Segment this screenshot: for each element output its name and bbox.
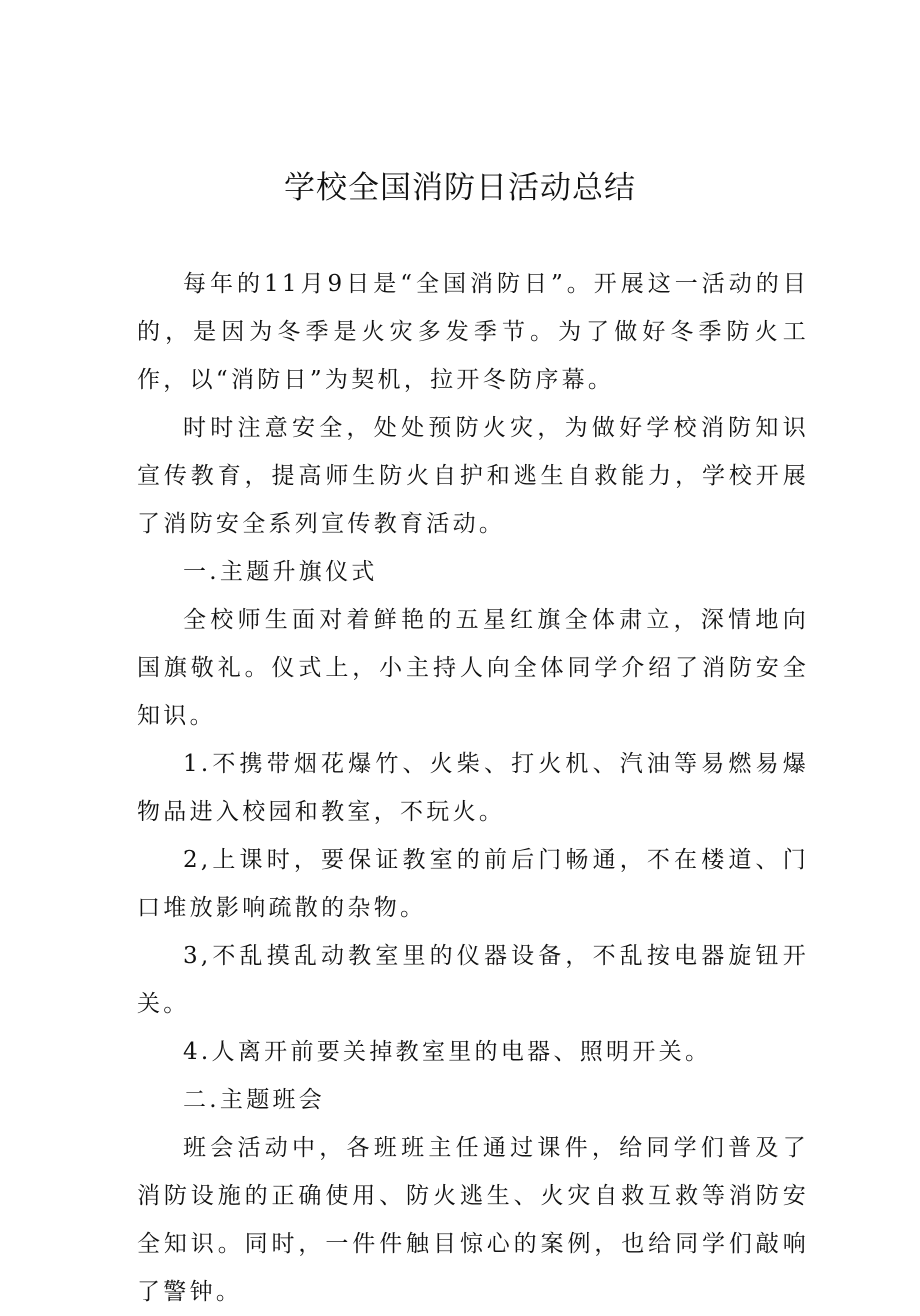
rule-item-2: 2,上课时，要保证教室的前后门畅通，不在楼道、门口堆放影响疏散的杂物。 — [137, 847, 809, 921]
class-meeting-paragraph: 班会活动中，各班班主任通过课件，给同学们普及了消防设施的正确使用、防火逃生、火灾自救互救等消防安全知识。同时，一件件触目惊心的案例，也给同学们敲响了警钟。 — [137, 1135, 809, 1305]
ceremony-paragraph: 全校师生面对着鲜艳的五星红旗全体肃立，深情地向国旗敬礼。仪式上，小主持人向全体同学介绍了消防安全知识。 — [137, 607, 809, 729]
document-title: 学校全国消防日活动总结 — [284, 170, 636, 206]
rule-item-4: 4.人离开前要关掉教室里的电器、照明开关。 — [183, 1039, 712, 1065]
rule-item-1: 1.不携带烟花爆竹、火柴、打火机、汽油等易燃易爆物品进入校园和教室，不玩火。 — [137, 751, 809, 825]
section-heading-flag-ceremony: 一.主题升旗仪式 — [183, 559, 378, 585]
intro-paragraph: 每年的11月9日是“全国消防日”。开展这一活动的目的，是因为冬季是火灾多发季节。为了做好冬季防火工作，以“消防日”为契机，拉开冬防序幕。 — [137, 271, 809, 393]
section-heading-class-meeting: 二.主题班会 — [183, 1087, 326, 1113]
rule-item-3: 3,不乱摸乱动教室里的仪器设备，不乱按电器旋钮开关。 — [137, 943, 809, 1017]
purpose-paragraph: 时时注意安全，处处预防火灾，为做好学校消防知识宣传教育，提高师生防火自护和逃生自救能力，学校开展了消防安全系列宣传教育活动。 — [137, 415, 809, 537]
document-body — [137, 260, 809, 1316]
